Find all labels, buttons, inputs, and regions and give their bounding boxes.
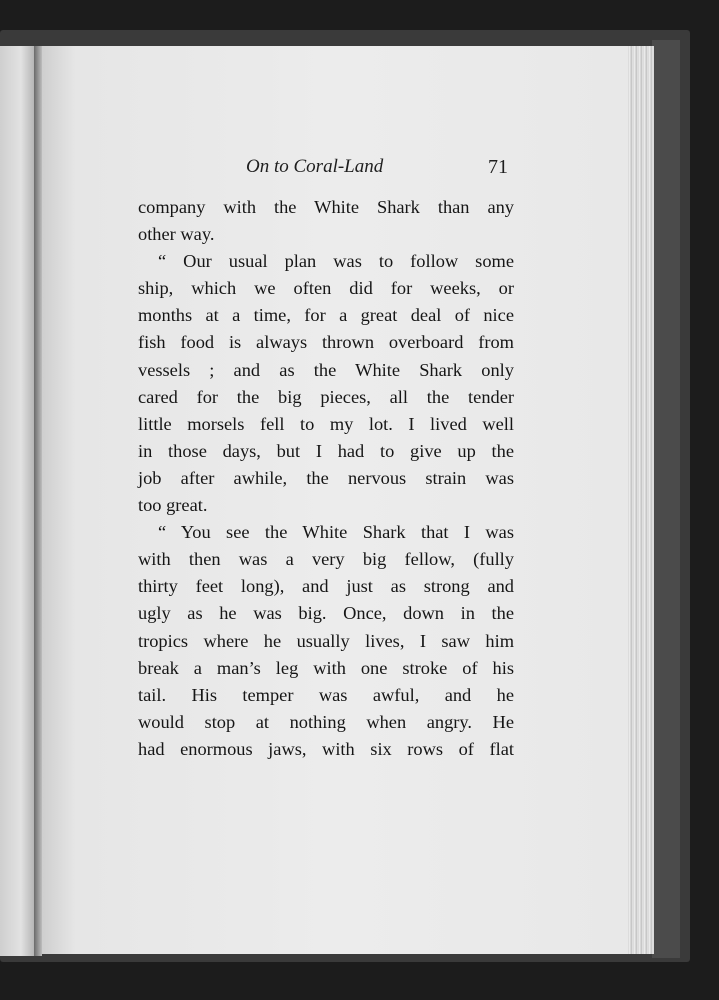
text-line: too great.: [138, 495, 208, 516]
book-gutter: [34, 46, 42, 956]
text-line: cared for the big pieces, all the tender: [138, 386, 514, 407]
text-line: months at a time, for a great deal of nice: [138, 305, 514, 326]
text-line: in those days, but I had to give up the: [138, 440, 514, 461]
text-line: job after awhile, the nervous strain was: [138, 467, 514, 488]
running-title: On to Coral-Land: [246, 156, 384, 177]
text-line: with then was a very big fellow, (fully: [138, 549, 514, 570]
text-line: vessels ; and as the White Shark only: [138, 359, 514, 380]
text-line: fish food is always thrown overboard from: [138, 332, 514, 353]
text-line: “ You see the White Shark that I was: [158, 522, 514, 543]
text-line: little morsels fell to my lot. I lived well: [138, 413, 514, 434]
book-cover-edge: [652, 40, 680, 958]
text-line: tail. His temper was awful, and he: [138, 684, 514, 705]
text-line: tropics where he usually lives, I saw him: [138, 630, 514, 651]
text-line: “ Our usual plan was to follow some: [158, 251, 514, 272]
text-line: other way.: [138, 224, 215, 245]
text-line: would stop at nothing when angry. He: [138, 711, 514, 732]
body-text: [138, 194, 514, 763]
page-number: 71: [488, 156, 508, 178]
text-line: had enormous jaws, with six rows of flat: [138, 738, 514, 759]
text-line: company with the White Shark than any: [138, 197, 514, 217]
text-line: thirty feet long), and just as strong and: [138, 576, 514, 597]
text-line: break a man’s leg with one stroke of his: [138, 657, 514, 678]
text-line: ship, which we often did for weeks, or: [138, 278, 514, 299]
left-page: [0, 46, 38, 956]
page-edges: [628, 46, 654, 954]
page-header: [138, 156, 514, 184]
text-line: ugly as he was big. Once, down in the: [138, 603, 514, 624]
